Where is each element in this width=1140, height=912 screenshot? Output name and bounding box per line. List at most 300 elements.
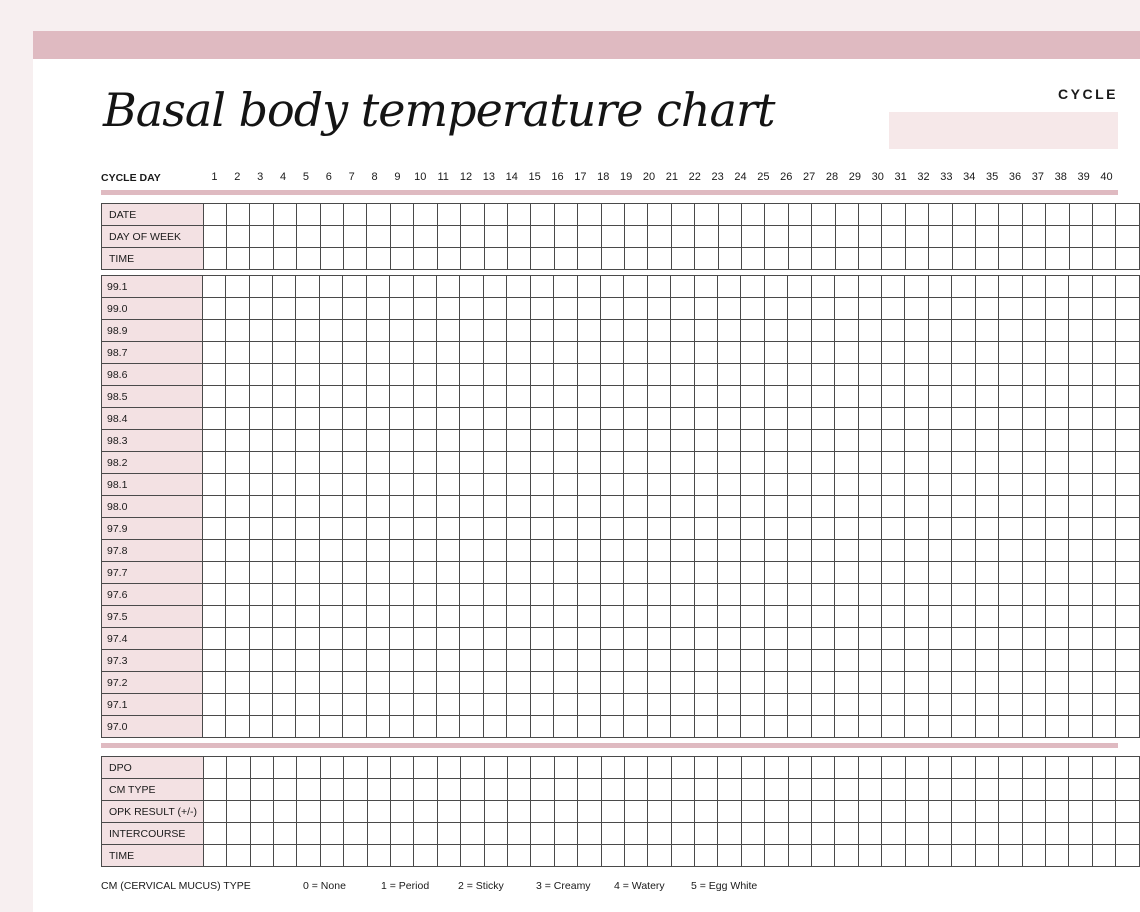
entry-cell[interactable] — [1069, 628, 1092, 650]
entry-cell[interactable] — [554, 845, 577, 867]
entry-cell[interactable] — [296, 650, 319, 672]
entry-cell[interactable] — [483, 474, 506, 496]
entry-cell[interactable] — [227, 757, 250, 779]
entry-cell[interactable] — [718, 430, 741, 452]
entry-cell[interactable] — [343, 386, 366, 408]
entry-cell[interactable] — [578, 779, 601, 801]
entry-cell[interactable] — [741, 518, 764, 540]
entry-cell[interactable] — [929, 801, 952, 823]
entry-cell[interactable] — [460, 276, 483, 298]
entry-cell[interactable] — [694, 672, 717, 694]
entry-cell[interactable] — [999, 823, 1022, 845]
entry-cell[interactable] — [624, 757, 647, 779]
entry-cell[interactable] — [366, 628, 389, 650]
entry-cell[interactable] — [858, 474, 881, 496]
entry-cell[interactable] — [1092, 562, 1115, 584]
entry-cell[interactable] — [577, 474, 600, 496]
entry-cell[interactable] — [366, 364, 389, 386]
entry-cell[interactable] — [203, 845, 226, 867]
entry-cell[interactable] — [999, 430, 1022, 452]
entry-cell[interactable] — [414, 801, 437, 823]
entry-cell[interactable] — [671, 408, 694, 430]
entry-cell[interactable] — [297, 779, 320, 801]
entry-cell[interactable] — [811, 386, 834, 408]
entry-cell[interactable] — [507, 757, 530, 779]
entry-cell[interactable] — [1116, 584, 1140, 606]
entry-cell[interactable] — [390, 650, 413, 672]
entry-cell[interactable] — [811, 606, 834, 628]
entry-cell[interactable] — [671, 562, 694, 584]
entry-cell[interactable] — [1022, 452, 1045, 474]
entry-cell[interactable] — [437, 430, 460, 452]
entry-cell[interactable] — [624, 606, 647, 628]
entry-cell[interactable] — [975, 672, 998, 694]
entry-cell[interactable] — [1045, 276, 1068, 298]
entry-cell[interactable] — [858, 823, 881, 845]
entry-cell[interactable] — [578, 204, 601, 226]
entry-cell[interactable] — [975, 757, 998, 779]
entry-cell[interactable] — [507, 779, 530, 801]
entry-cell[interactable] — [811, 496, 834, 518]
entry-cell[interactable] — [812, 779, 835, 801]
entry-cell[interactable] — [811, 408, 834, 430]
entry-cell[interactable] — [928, 408, 951, 430]
entry-cell[interactable] — [905, 342, 928, 364]
entry-cell[interactable] — [1116, 408, 1140, 430]
entry-cell[interactable] — [999, 518, 1022, 540]
entry-cell[interactable] — [437, 386, 460, 408]
entry-cell[interactable] — [671, 779, 694, 801]
entry-cell[interactable] — [250, 757, 273, 779]
entry-cell[interactable] — [391, 757, 414, 779]
entry-cell[interactable] — [694, 628, 717, 650]
entry-cell[interactable] — [718, 320, 741, 342]
entry-cell[interactable] — [1116, 672, 1140, 694]
entry-cell[interactable] — [1092, 320, 1115, 342]
entry-cell[interactable] — [975, 823, 998, 845]
entry-cell[interactable] — [928, 672, 951, 694]
entry-cell[interactable] — [273, 226, 296, 248]
entry-cell[interactable] — [1069, 430, 1092, 452]
entry-cell[interactable] — [273, 204, 296, 226]
entry-cell[interactable] — [905, 801, 928, 823]
entry-cell[interactable] — [554, 430, 577, 452]
entry-cell[interactable] — [811, 474, 834, 496]
entry-cell[interactable] — [507, 823, 530, 845]
entry-cell[interactable] — [858, 518, 881, 540]
entry-cell[interactable] — [437, 248, 460, 270]
entry-cell[interactable] — [483, 408, 506, 430]
entry-cell[interactable] — [624, 584, 647, 606]
entry-cell[interactable] — [905, 672, 928, 694]
entry-cell[interactable] — [741, 628, 764, 650]
entry-cell[interactable] — [344, 757, 367, 779]
entry-cell[interactable] — [437, 779, 460, 801]
entry-cell[interactable] — [858, 845, 881, 867]
entry-cell[interactable] — [414, 845, 437, 867]
entry-cell[interactable] — [507, 364, 530, 386]
entry-cell[interactable] — [765, 801, 788, 823]
entry-cell[interactable] — [1069, 606, 1092, 628]
entry-cell[interactable] — [928, 694, 951, 716]
entry-cell[interactable] — [413, 452, 436, 474]
entry-cell[interactable] — [366, 342, 389, 364]
entry-cell[interactable] — [1092, 518, 1115, 540]
entry-cell[interactable] — [296, 408, 319, 430]
entry-cell[interactable] — [882, 518, 905, 540]
entry-cell[interactable] — [999, 757, 1022, 779]
entry-cell[interactable] — [812, 204, 835, 226]
entry-cell[interactable] — [366, 694, 389, 716]
entry-cell[interactable] — [788, 408, 811, 430]
entry-cell[interactable] — [577, 496, 600, 518]
entry-cell[interactable] — [319, 628, 342, 650]
entry-cell[interactable] — [413, 540, 436, 562]
entry-cell[interactable] — [202, 650, 225, 672]
entry-cell[interactable] — [718, 204, 741, 226]
entry-cell[interactable] — [460, 452, 483, 474]
entry-cell[interactable] — [227, 823, 250, 845]
entry-cell[interactable] — [928, 386, 951, 408]
entry-cell[interactable] — [647, 320, 670, 342]
entry-cell[interactable] — [507, 452, 530, 474]
entry-cell[interactable] — [1069, 364, 1092, 386]
entry-cell[interactable] — [1116, 562, 1140, 584]
entry-cell[interactable] — [484, 757, 507, 779]
entry-cell[interactable] — [483, 628, 506, 650]
entry-cell[interactable] — [437, 584, 460, 606]
entry-cell[interactable] — [507, 320, 530, 342]
entry-cell[interactable] — [1022, 364, 1045, 386]
entry-cell[interactable] — [367, 779, 390, 801]
entry-cell[interactable] — [483, 386, 506, 408]
entry-cell[interactable] — [1092, 342, 1115, 364]
entry-cell[interactable] — [1116, 628, 1140, 650]
entry-cell[interactable] — [905, 779, 928, 801]
entry-cell[interactable] — [741, 408, 764, 430]
entry-cell[interactable] — [367, 226, 390, 248]
entry-cell[interactable] — [624, 474, 647, 496]
entry-cell[interactable] — [882, 342, 905, 364]
entry-cell[interactable] — [437, 606, 460, 628]
entry-cell[interactable] — [952, 408, 975, 430]
entry-cell[interactable] — [507, 342, 530, 364]
entry-cell[interactable] — [624, 342, 647, 364]
entry-cell[interactable] — [343, 562, 366, 584]
entry-cell[interactable] — [296, 430, 319, 452]
entry-cell[interactable] — [484, 204, 507, 226]
entry-cell[interactable] — [624, 672, 647, 694]
entry-cell[interactable] — [483, 716, 506, 738]
entry-cell[interactable] — [202, 474, 225, 496]
entry-cell[interactable] — [437, 540, 460, 562]
entry-cell[interactable] — [858, 628, 881, 650]
entry-cell[interactable] — [694, 452, 717, 474]
entry-cell[interactable] — [835, 779, 858, 801]
entry-cell[interactable] — [413, 584, 436, 606]
entry-cell[interactable] — [437, 757, 460, 779]
entry-cell[interactable] — [835, 628, 858, 650]
entry-cell[interactable] — [554, 496, 577, 518]
entry-cell[interactable] — [531, 779, 554, 801]
entry-cell[interactable] — [811, 716, 834, 738]
entry-cell[interactable] — [694, 276, 717, 298]
entry-cell[interactable] — [764, 298, 787, 320]
entry-cell[interactable] — [437, 562, 460, 584]
entry-cell[interactable] — [250, 248, 273, 270]
entry-cell[interactable] — [320, 823, 343, 845]
entry-cell[interactable] — [1069, 342, 1092, 364]
cycle-input-box[interactable] — [889, 112, 1118, 149]
entry-cell[interactable] — [741, 716, 764, 738]
entry-cell[interactable] — [1022, 386, 1045, 408]
entry-cell[interactable] — [788, 801, 811, 823]
entry-cell[interactable] — [647, 408, 670, 430]
entry-cell[interactable] — [1116, 248, 1140, 270]
entry-cell[interactable] — [530, 716, 553, 738]
entry-cell[interactable] — [274, 757, 297, 779]
entry-cell[interactable] — [1069, 298, 1092, 320]
entry-cell[interactable] — [624, 430, 647, 452]
entry-cell[interactable] — [296, 562, 319, 584]
entry-cell[interactable] — [483, 518, 506, 540]
entry-cell[interactable] — [202, 298, 225, 320]
entry-cell[interactable] — [952, 694, 975, 716]
entry-cell[interactable] — [601, 779, 624, 801]
entry-cell[interactable] — [788, 386, 811, 408]
entry-cell[interactable] — [226, 276, 249, 298]
entry-cell[interactable] — [249, 606, 272, 628]
entry-cell[interactable] — [928, 716, 951, 738]
entry-cell[interactable] — [952, 584, 975, 606]
entry-cell[interactable] — [554, 204, 577, 226]
entry-cell[interactable] — [250, 845, 273, 867]
entry-cell[interactable] — [227, 226, 250, 248]
entry-cell[interactable] — [975, 650, 998, 672]
entry-cell[interactable] — [741, 801, 764, 823]
entry-cell[interactable] — [764, 518, 787, 540]
entry-cell[interactable] — [202, 452, 225, 474]
entry-cell[interactable] — [811, 276, 834, 298]
entry-cell[interactable] — [531, 823, 554, 845]
entry-cell[interactable] — [788, 823, 811, 845]
entry-cell[interactable] — [600, 342, 623, 364]
entry-cell[interactable] — [530, 694, 553, 716]
entry-cell[interactable] — [530, 518, 553, 540]
entry-cell[interactable] — [905, 320, 928, 342]
entry-cell[interactable] — [858, 386, 881, 408]
entry-cell[interactable] — [882, 757, 905, 779]
entry-cell[interactable] — [413, 298, 436, 320]
entry-cell[interactable] — [718, 452, 741, 474]
entry-cell[interactable] — [390, 248, 413, 270]
entry-cell[interactable] — [741, 276, 764, 298]
entry-cell[interactable] — [554, 364, 577, 386]
entry-cell[interactable] — [461, 801, 484, 823]
entry-cell[interactable] — [531, 248, 554, 270]
entry-cell[interactable] — [249, 496, 272, 518]
entry-cell[interactable] — [390, 276, 413, 298]
entry-cell[interactable] — [671, 248, 694, 270]
entry-cell[interactable] — [788, 628, 811, 650]
entry-cell[interactable] — [858, 650, 881, 672]
entry-cell[interactable] — [343, 606, 366, 628]
entry-cell[interactable] — [274, 801, 297, 823]
entry-cell[interactable] — [928, 320, 951, 342]
entry-cell[interactable] — [319, 298, 342, 320]
entry-cell[interactable] — [297, 204, 320, 226]
entry-cell[interactable] — [905, 757, 928, 779]
entry-cell[interactable] — [483, 540, 506, 562]
entry-cell[interactable] — [905, 823, 928, 845]
entry-cell[interactable] — [1045, 823, 1068, 845]
entry-cell[interactable] — [741, 298, 764, 320]
entry-cell[interactable] — [975, 386, 998, 408]
entry-cell[interactable] — [507, 496, 530, 518]
entry-cell[interactable] — [577, 628, 600, 650]
entry-cell[interactable] — [975, 845, 998, 867]
entry-cell[interactable] — [788, 226, 811, 248]
entry-cell[interactable] — [882, 298, 905, 320]
entry-cell[interactable] — [835, 650, 858, 672]
entry-cell[interactable] — [812, 801, 835, 823]
entry-cell[interactable] — [414, 779, 437, 801]
entry-cell[interactable] — [1092, 757, 1115, 779]
entry-cell[interactable] — [858, 408, 881, 430]
entry-cell[interactable] — [366, 298, 389, 320]
entry-cell[interactable] — [952, 801, 975, 823]
entry-cell[interactable] — [718, 248, 741, 270]
entry-cell[interactable] — [554, 226, 577, 248]
entry-cell[interactable] — [718, 364, 741, 386]
entry-cell[interactable] — [952, 823, 975, 845]
entry-cell[interactable] — [1046, 226, 1069, 248]
entry-cell[interactable] — [764, 386, 787, 408]
entry-cell[interactable] — [765, 845, 788, 867]
entry-cell[interactable] — [694, 408, 717, 430]
entry-cell[interactable] — [577, 276, 600, 298]
entry-cell[interactable] — [296, 628, 319, 650]
entry-cell[interactable] — [1092, 430, 1115, 452]
entry-cell[interactable] — [1045, 518, 1068, 540]
entry-cell[interactable] — [554, 716, 577, 738]
entry-cell[interactable] — [460, 320, 483, 342]
entry-cell[interactable] — [1092, 364, 1115, 386]
entry-cell[interactable] — [905, 276, 928, 298]
entry-cell[interactable] — [1092, 628, 1115, 650]
entry-cell[interactable] — [999, 226, 1022, 248]
entry-cell[interactable] — [764, 562, 787, 584]
entry-cell[interactable] — [718, 408, 741, 430]
entry-cell[interactable] — [273, 452, 296, 474]
entry-cell[interactable] — [741, 204, 764, 226]
entry-cell[interactable] — [273, 342, 296, 364]
entry-cell[interactable] — [1092, 650, 1115, 672]
entry-cell[interactable] — [437, 364, 460, 386]
entry-cell[interactable] — [882, 364, 905, 386]
entry-cell[interactable] — [695, 801, 718, 823]
entry-cell[interactable] — [1116, 779, 1140, 801]
entry-cell[interactable] — [390, 496, 413, 518]
entry-cell[interactable] — [460, 562, 483, 584]
entry-cell[interactable] — [600, 562, 623, 584]
entry-cell[interactable] — [390, 298, 413, 320]
entry-cell[interactable] — [530, 562, 553, 584]
entry-cell[interactable] — [882, 276, 905, 298]
entry-cell[interactable] — [250, 779, 273, 801]
entry-cell[interactable] — [624, 276, 647, 298]
entry-cell[interactable] — [507, 540, 530, 562]
entry-cell[interactable] — [1045, 298, 1068, 320]
entry-cell[interactable] — [249, 408, 272, 430]
entry-cell[interactable] — [1045, 801, 1068, 823]
entry-cell[interactable] — [600, 672, 623, 694]
entry-cell[interactable] — [390, 518, 413, 540]
entry-cell[interactable] — [507, 204, 530, 226]
entry-cell[interactable] — [764, 276, 787, 298]
entry-cell[interactable] — [1116, 342, 1140, 364]
entry-cell[interactable] — [788, 672, 811, 694]
entry-cell[interactable] — [999, 779, 1022, 801]
entry-cell[interactable] — [928, 276, 951, 298]
entry-cell[interactable] — [227, 204, 250, 226]
entry-cell[interactable] — [203, 204, 226, 226]
entry-cell[interactable] — [600, 298, 623, 320]
entry-cell[interactable] — [484, 248, 507, 270]
entry-cell[interactable] — [297, 823, 320, 845]
entry-cell[interactable] — [343, 408, 366, 430]
entry-cell[interactable] — [273, 672, 296, 694]
entry-cell[interactable] — [905, 226, 928, 248]
entry-cell[interactable] — [507, 408, 530, 430]
entry-cell[interactable] — [647, 298, 670, 320]
entry-cell[interactable] — [366, 320, 389, 342]
entry-cell[interactable] — [484, 226, 507, 248]
entry-cell[interactable] — [882, 540, 905, 562]
entry-cell[interactable] — [741, 474, 764, 496]
entry-cell[interactable] — [1045, 562, 1068, 584]
entry-cell[interactable] — [788, 320, 811, 342]
entry-cell[interactable] — [999, 540, 1022, 562]
entry-cell[interactable] — [952, 248, 975, 270]
entry-cell[interactable] — [343, 496, 366, 518]
entry-cell[interactable] — [249, 628, 272, 650]
entry-cell[interactable] — [203, 823, 226, 845]
entry-cell[interactable] — [249, 452, 272, 474]
entry-cell[interactable] — [647, 342, 670, 364]
entry-cell[interactable] — [343, 518, 366, 540]
entry-cell[interactable] — [788, 716, 811, 738]
entry-cell[interactable] — [882, 474, 905, 496]
entry-cell[interactable] — [999, 801, 1022, 823]
entry-cell[interactable] — [530, 342, 553, 364]
entry-cell[interactable] — [343, 364, 366, 386]
entry-cell[interactable] — [296, 276, 319, 298]
entry-cell[interactable] — [788, 298, 811, 320]
entry-cell[interactable] — [1022, 823, 1045, 845]
entry-cell[interactable] — [694, 694, 717, 716]
entry-cell[interactable] — [202, 606, 225, 628]
entry-cell[interactable] — [343, 452, 366, 474]
entry-cell[interactable] — [741, 226, 764, 248]
entry-cell[interactable] — [531, 204, 554, 226]
entry-cell[interactable] — [999, 650, 1022, 672]
entry-cell[interactable] — [741, 386, 764, 408]
entry-cell[interactable] — [882, 845, 905, 867]
entry-cell[interactable] — [202, 276, 225, 298]
entry-cell[interactable] — [390, 716, 413, 738]
entry-cell[interactable] — [999, 364, 1022, 386]
